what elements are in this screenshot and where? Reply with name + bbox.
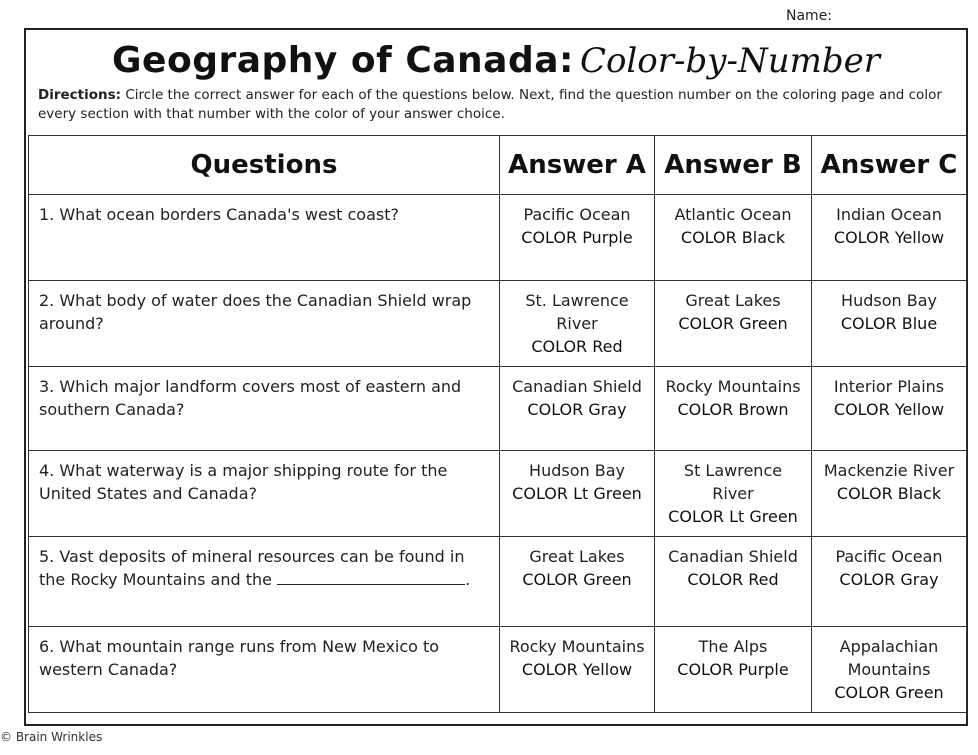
answer-color: COLOR Black	[680, 228, 786, 247]
answer-b-cell[interactable]	[655, 451, 812, 537]
header-questions: Questions	[29, 136, 500, 195]
question-cell: 4. What waterway is a major shipping route for the United States and Canada?	[29, 451, 500, 537]
answer-b-cell[interactable]	[655, 281, 812, 367]
question-cell: 1. What ocean borders Canada's west coast?	[29, 195, 500, 281]
answer-text: Great Lakes	[529, 547, 625, 566]
header-answer-a: Answer A	[500, 136, 655, 195]
answer-color: COLOR Purple	[677, 660, 789, 679]
title-script: Color-by-Number	[579, 41, 880, 81]
answer-color: COLOR Green	[522, 570, 632, 589]
directions	[38, 86, 958, 124]
answer-color: COLOR Blue	[840, 314, 938, 333]
table-row	[29, 537, 967, 627]
answer-a-cell[interactable]	[500, 281, 655, 367]
answer-color: COLOR Lt Green	[512, 484, 642, 503]
answer-a-cell[interactable]	[500, 195, 655, 281]
answer-text: St Lawrence River	[683, 461, 783, 503]
answer-c-cell[interactable]	[812, 195, 967, 281]
page-title	[26, 40, 966, 81]
answer-c-cell[interactable]	[812, 627, 967, 713]
question-end: .	[465, 570, 471, 589]
answer-text: St. Lawrence River	[525, 291, 629, 333]
answer-color: COLOR Gray	[839, 570, 939, 589]
answer-text: The Alps	[698, 637, 768, 656]
answer-color: COLOR Yellow	[521, 660, 633, 679]
directions-text: Circle the correct answer for each of the questions below. Next, find the question number on the coloring page and color every section with that number with the color of your answer choice.	[38, 87, 942, 122]
answer-text: Interior Plains	[833, 377, 945, 396]
answer-color: COLOR Green	[678, 314, 788, 333]
answer-color: COLOR Yellow	[833, 400, 945, 419]
answer-text: Pacific Ocean	[835, 547, 943, 566]
answer-b-cell[interactable]	[655, 195, 812, 281]
answer-text: Appalachian Mountains	[839, 637, 939, 679]
answer-text: Canadian Shield	[512, 377, 642, 396]
answer-color: COLOR Green	[834, 683, 944, 702]
answer-c-cell[interactable]	[812, 537, 967, 627]
answer-c-cell[interactable]	[812, 281, 967, 367]
answer-color: COLOR Lt Green	[668, 507, 798, 526]
answer-a-cell[interactable]	[500, 451, 655, 537]
answer-text: Pacific Ocean	[523, 205, 631, 224]
answer-blank	[277, 570, 465, 585]
question-text: 5. Vast deposits of mineral resources can be found in the Rocky Mountains and the	[39, 547, 465, 589]
question-cell: 3. Which major landform covers most of eastern and southern Canada?	[29, 367, 500, 451]
table-row	[29, 627, 967, 713]
answer-color: COLOR Yellow	[833, 228, 945, 247]
answer-color: COLOR Red	[687, 570, 779, 589]
answer-text: Hudson Bay	[529, 461, 625, 480]
question-cell: 6. What mountain range runs from New Mexico to western Canada?	[29, 627, 500, 713]
answer-text: Rocky Mountains	[665, 377, 801, 396]
answer-text: Mackenzie River	[823, 461, 955, 480]
table-row	[29, 281, 967, 367]
answer-color: COLOR Brown	[677, 400, 789, 419]
answer-color: COLOR Black	[836, 484, 942, 503]
table-row	[29, 367, 967, 451]
answer-color: COLOR Gray	[527, 400, 627, 419]
answer-a-cell[interactable]	[500, 627, 655, 713]
header-answer-b: Answer B	[655, 136, 812, 195]
answer-text: Great Lakes	[685, 291, 781, 310]
directions-label: Directions:	[38, 87, 122, 103]
answer-color: COLOR Red	[531, 337, 623, 356]
name-label: Name:	[786, 8, 833, 24]
title-main: Geography of Canada:	[112, 40, 574, 81]
table-header-row	[29, 136, 967, 195]
answer-text: Indian Ocean	[836, 205, 942, 224]
question-cell: 2. What body of water does the Canadian Shield wrap around?	[29, 281, 500, 367]
table-row	[29, 195, 967, 281]
answer-b-cell[interactable]	[655, 537, 812, 627]
question-cell	[29, 537, 500, 627]
answer-c-cell[interactable]	[812, 367, 967, 451]
answer-text: Canadian Shield	[668, 547, 798, 566]
answer-color: COLOR Purple	[521, 228, 633, 247]
worksheet	[24, 28, 968, 726]
table-row	[29, 451, 967, 537]
header-answer-c: Answer C	[812, 136, 967, 195]
answer-a-cell[interactable]	[500, 537, 655, 627]
copyright-footer: © Brain Wrinkles	[0, 730, 103, 744]
answer-b-cell[interactable]	[655, 367, 812, 451]
answer-b-cell[interactable]	[655, 627, 812, 713]
answer-text: Rocky Mountains	[509, 637, 645, 656]
answer-text: Atlantic Ocean	[674, 205, 792, 224]
answer-text: Hudson Bay	[841, 291, 937, 310]
questions-table	[28, 135, 967, 713]
answer-c-cell[interactable]	[812, 451, 967, 537]
answer-a-cell[interactable]	[500, 367, 655, 451]
